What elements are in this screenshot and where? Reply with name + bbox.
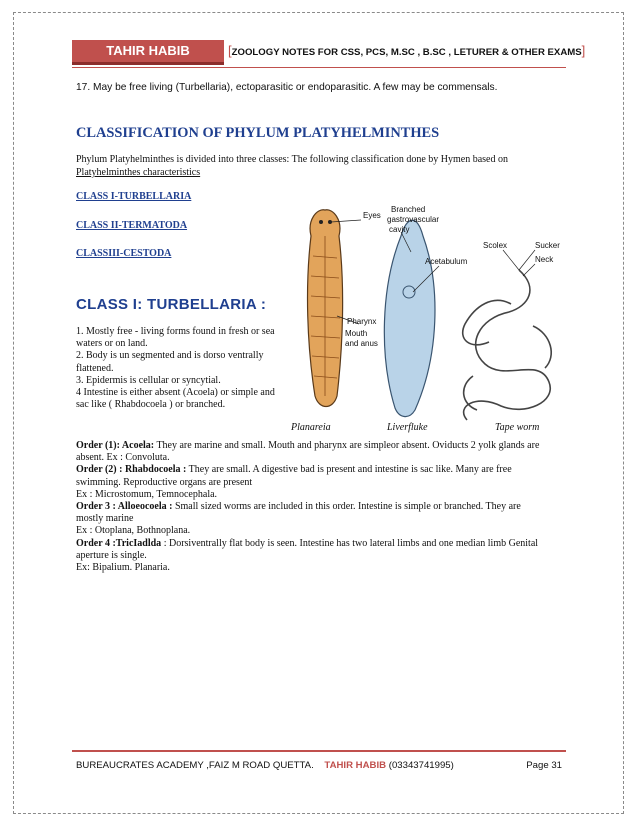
header-rule <box>72 67 566 68</box>
section-title: CLASS I: TURBELLARIA : <box>76 296 267 313</box>
order-text: Small sized worms are included in this order. Intestine is simple or branched. They are mostly marine <box>76 501 521 525</box>
characteristics-list <box>76 326 286 411</box>
header-brand: TAHIR HABIB <box>72 40 224 62</box>
list-item: 2. Body is un segmented and is dorso ventrally flattened. <box>76 350 264 374</box>
order-text: : Dorsiventrally flat body is seen. Intestine has two lateral limbs and one median limb Genital aperture is single. <box>76 537 539 561</box>
order-item <box>76 501 546 525</box>
page-title: CLASSIFICATION OF PHYLUM PLATYHELMINTHES <box>76 125 440 141</box>
label-mouth: Mouth <box>345 329 368 338</box>
order-label: Order 4 :TricIadlda <box>76 537 162 549</box>
platyhelminthes-figure <box>289 196 565 436</box>
list-item: 4 Intestine is either absent (Acoela) or simple and sac like ( Rhabdocoela ) or branched. <box>76 387 275 411</box>
intro-text: Phylum Platyhelminthes is divided into three classes: The following classification done by Hymen based on <box>76 154 508 165</box>
order-item <box>76 562 546 574</box>
list-item: 1. Mostly free - living forms found in fresh or sea waters or on land. <box>76 326 275 350</box>
label-scolex: Scolex <box>483 241 508 250</box>
order-item <box>76 538 546 562</box>
label-sucker: Sucker <box>535 241 560 250</box>
tapeworm-drawing <box>463 270 552 420</box>
label-pharynx: Pharynx <box>347 317 377 326</box>
footer-phone: (03343741995) <box>388 760 454 771</box>
class-link-trematoda[interactable]: CLASS II-TERMATODA <box>76 220 188 231</box>
intro-underlined: Platyhelminthes characteristics <box>76 167 201 178</box>
order-label: Order (1): Acoela: <box>76 440 155 451</box>
label-anus: and anus <box>345 339 378 348</box>
page-footer <box>76 760 562 771</box>
order-text: Ex: Bipalium. Planaria. <box>76 562 170 574</box>
label-branched: Branched <box>391 205 426 214</box>
orders-list <box>76 440 546 574</box>
header-subject-text: ZOOLOGY NOTES FOR CSS, PCS, M.SC , B.SC , LETURER & OTHER EXAMS <box>231 47 582 58</box>
footer-name: TAHIR HABIB <box>324 760 387 771</box>
order-label: Order 3 : Alloeocoela : <box>76 501 173 513</box>
page-number: Page 31 <box>526 760 562 771</box>
point-17: 17. May be free living (Turbellaria), ectoparasitic or endoparasitic. A few may be commensals. <box>76 82 498 93</box>
class-link-turbellaria[interactable]: CLASS I-TURBELLARIA <box>76 191 192 202</box>
class-link-cestoda[interactable]: CLASSIII-CESTODA <box>76 248 172 259</box>
label-cavity: cavity <box>389 225 410 234</box>
label-eyes: Eyes <box>363 211 381 220</box>
label-liverfluke: Liverfluke <box>387 422 428 433</box>
label-tapeworm: Tape worm <box>495 422 540 433</box>
footer-rule <box>72 750 566 752</box>
list-item: 3. Epidermis is cellular or syncytial. <box>76 374 221 386</box>
label-neck: Neck <box>535 255 554 264</box>
intro-paragraph <box>76 153 516 179</box>
order-text: They are marine and small. Mouth and pharynx are simpleor absent. Oviducts 2 yolk glands are absent. Ex : Convoluta. <box>76 440 540 464</box>
label-acetabulum: Acetabulum <box>425 257 468 266</box>
page-header <box>72 40 586 64</box>
order-item <box>76 525 546 537</box>
footer-academy: BUREAUCRATES ACADEMY ,FAIZ M ROAD QUETTA. <box>76 760 314 771</box>
order-text: They are small. A digestive bad is present and intestine is sac like. Many are free swimming. Reproductive organs are present <box>76 464 512 488</box>
order-item <box>76 489 546 501</box>
order-item <box>76 464 546 488</box>
order-text: Ex : Microstomum, Temnocephala. <box>76 488 218 500</box>
order-item <box>76 440 546 464</box>
label-gastro: gastrovascular <box>387 215 440 224</box>
header-subject: [ZOOLOGY NOTES FOR CSS, PCS, M.SC , B.SC , LETURER & OTHER EXAMS] <box>228 43 586 58</box>
order-label: Order (2) : Rhabdocoela : <box>76 464 187 476</box>
order-text: Ex : Otoplana, Bothnoplana. <box>76 525 191 537</box>
label-planaria: Planareia <box>291 422 331 433</box>
